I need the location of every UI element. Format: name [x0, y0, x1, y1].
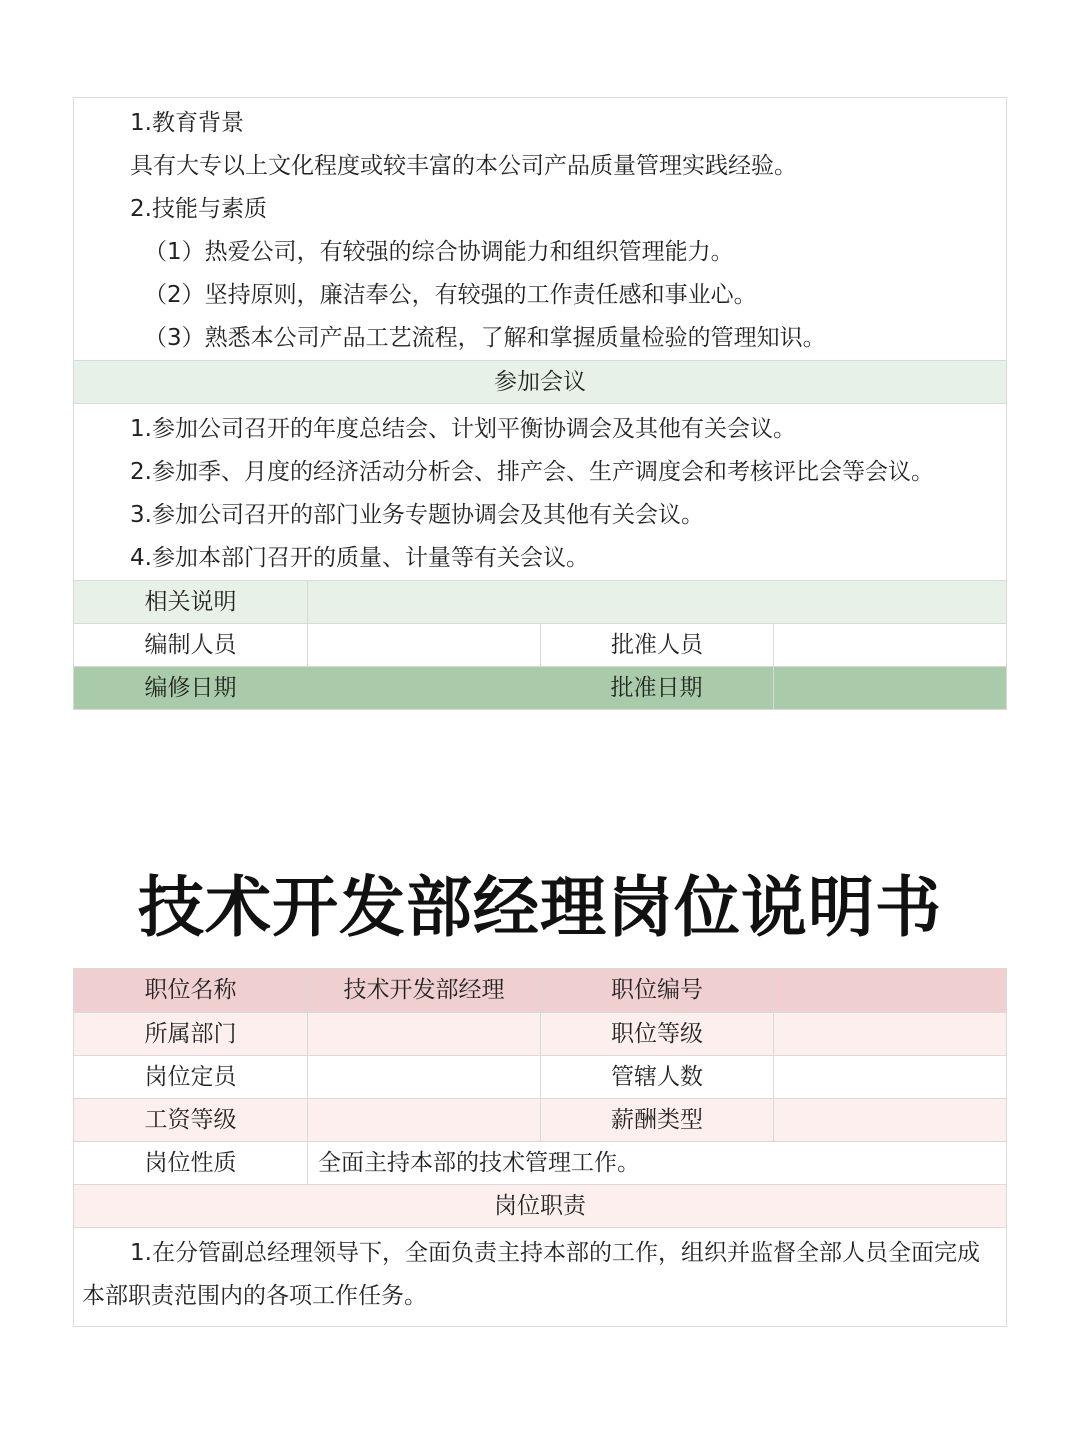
compiler-value [307, 624, 540, 666]
meetings-section [74, 403, 1006, 580]
subordinates-value [773, 1056, 1006, 1098]
qualification-line: （3）熟悉本公司产品工艺流程，了解和掌握质量检验的管理知识。 [144, 325, 826, 351]
meeting-line: 2.参加季、月度的经济活动分析会、排产会、生产调度会和考核评比会等会议。 [130, 459, 934, 485]
qualification-line: 2.技能与素质 [130, 196, 267, 222]
meetings-header: 参加会议 [74, 360, 1006, 403]
approve-date-value [773, 667, 1006, 709]
job-description-table-continued [73, 97, 1007, 710]
position-code-value [773, 969, 1006, 1012]
headcount-value [307, 1056, 540, 1098]
nature-row [74, 1141, 1006, 1184]
notes-value [307, 581, 1006, 623]
job-description-table [73, 968, 1007, 1327]
headcount-label: 岗位定员 [144, 1064, 237, 1090]
position-name-label: 职位名称 [144, 977, 237, 1003]
salary-row [74, 1098, 1006, 1141]
department-value [307, 1013, 540, 1055]
approver-value [773, 624, 1006, 666]
compiler-label: 编制人员 [144, 632, 237, 658]
pay-type-label: 薪酬类型 [540, 1099, 773, 1141]
edit-date-value [307, 667, 540, 709]
duty-item: 1.在分管副总经理领导下，全面负责主持本部的工作，组织并监督全部人员全面完成本部职责范围内的各项工作任务。 [82, 1240, 980, 1309]
department-row [74, 1012, 1006, 1055]
meeting-line: 4.参加本部门召开的质量、计量等有关会议。 [130, 545, 589, 571]
notes-label: 相关说明 [144, 589, 237, 615]
salary-grade-label: 工资等级 [144, 1107, 237, 1133]
qualification-line: 具有大专以上文化程度或较丰富的本公司产品质量管理实践经验。 [130, 153, 797, 179]
position-code-label: 职位编号 [540, 969, 773, 1012]
headcount-row [74, 1055, 1006, 1098]
qualifications-section [74, 98, 1006, 360]
subordinates-label: 管辖人数 [540, 1056, 773, 1098]
document-title: 技术开发部经理岗位说明书 [138, 868, 942, 946]
approve-date-label: 批准日期 [610, 675, 703, 701]
duties-header: 岗位职责 [74, 1184, 1006, 1227]
approver-label: 批准人员 [540, 624, 773, 666]
edit-date-label: 编修日期 [144, 675, 237, 701]
level-value [773, 1013, 1006, 1055]
meeting-line: 3.参加公司召开的部门业务专题协调会及其他有关会议。 [130, 502, 704, 528]
level-label: 职位等级 [540, 1013, 773, 1055]
qualification-line: （2）坚持原则，廉洁奉公，有较强的工作责任感和事业心。 [144, 282, 757, 308]
date-row [74, 666, 1006, 709]
qualification-line: （1）热爱公司，有较强的综合协调能力和组织管理能力。 [144, 239, 734, 265]
position-name-row [74, 969, 1006, 1012]
nature-value: 全面主持本部的技术管理工作。 [307, 1142, 1006, 1184]
department-label: 所属部门 [144, 1021, 237, 1047]
notes-row [74, 580, 1006, 623]
nature-label: 岗位性质 [144, 1150, 237, 1176]
pay-type-value [773, 1099, 1006, 1141]
compiler-row [74, 623, 1006, 666]
meeting-line: 1.参加公司召开的年度总结会、计划平衡协调会及其他有关会议。 [130, 416, 796, 442]
salary-grade-value [307, 1099, 540, 1141]
position-name-value: 技术开发部经理 [307, 969, 540, 1012]
qualification-line: 1.教育背景 [130, 110, 244, 136]
duties-section [74, 1227, 1006, 1326]
